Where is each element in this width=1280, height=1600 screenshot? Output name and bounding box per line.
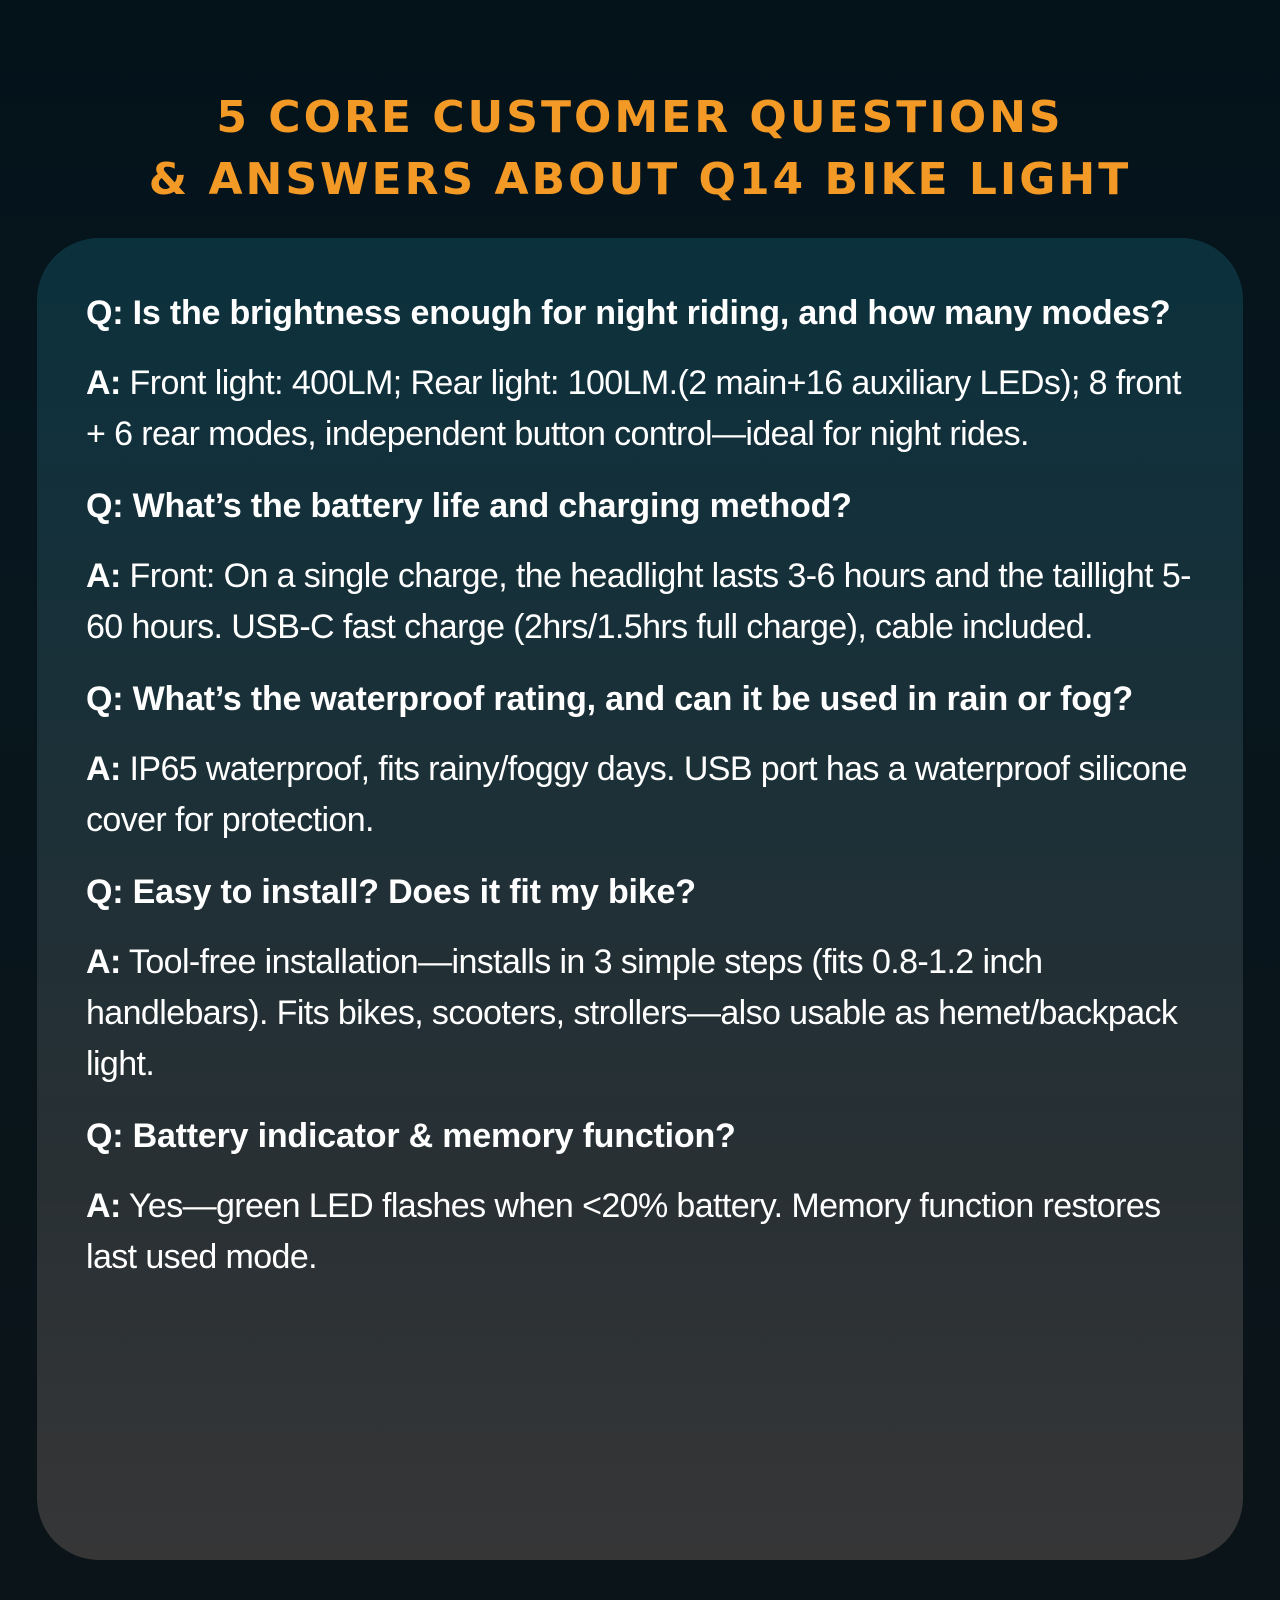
faq-answer bbox=[86, 551, 1195, 653]
faq-question: Q: What’s the waterproof rating, and can it be used in rain or fog? bbox=[86, 680, 1133, 718]
title-line-2: & ANSWERS ABOUT Q14 BIKE LIGHT bbox=[148, 154, 1132, 206]
answer-text: IP65 waterproof, fits rainy/foggy days. USB port has a waterproof silicone cover for protection. bbox=[86, 750, 1187, 839]
faq-list bbox=[86, 288, 1195, 1283]
faq-item bbox=[86, 674, 1195, 846]
faq-answer bbox=[86, 1181, 1195, 1283]
answer-prefix: A: bbox=[86, 364, 121, 402]
faq-card bbox=[37, 238, 1243, 1560]
answer-prefix: A: bbox=[86, 1187, 121, 1225]
faq-answer bbox=[86, 937, 1195, 1090]
answer-prefix: A: bbox=[86, 943, 121, 981]
faq-item bbox=[86, 867, 1195, 1090]
faq-question: Q: Battery indicator & memory function? bbox=[86, 1117, 736, 1155]
faq-answer bbox=[86, 744, 1195, 846]
faq-item bbox=[86, 481, 1195, 653]
faq-question: Q: What’s the battery life and charging method? bbox=[86, 487, 852, 525]
faq-question: Q: Easy to install? Does it fit my bike? bbox=[86, 873, 696, 911]
title-line-1: 5 CORE CUSTOMER QUESTIONS bbox=[216, 92, 1064, 144]
answer-prefix: A: bbox=[86, 557, 121, 595]
faq-item bbox=[86, 1111, 1195, 1283]
answer-text: Tool-free installation—installs in 3 simple steps (fits 0.8-1.2 inch handlebars). Fits bikes, scooters, strollers—also usable as hemet/backpack light. bbox=[86, 943, 1178, 1083]
answer-text: Yes—green LED flashes when <20% battery. Memory function restores last used mode. bbox=[86, 1187, 1161, 1276]
faq-item bbox=[86, 288, 1195, 460]
faq-answer bbox=[86, 358, 1195, 460]
faq-question: Q: Is the brightness enough for night riding, and how many modes? bbox=[86, 294, 1171, 332]
answer-prefix: A: bbox=[86, 750, 121, 788]
answer-text: Front: On a single charge, the headlight lasts 3-6 hours and the taillight 5-60 hours. USB-C fast charge (2hrs/1.5hrs full charge), cable included. bbox=[86, 557, 1191, 646]
page-title bbox=[0, 87, 1280, 211]
answer-text: Front light: 400LM; Rear light: 100LM.(2 main+16 auxiliary LEDs); 8 front + 6 rear modes, independent button control—ideal for night rides. bbox=[86, 364, 1181, 453]
